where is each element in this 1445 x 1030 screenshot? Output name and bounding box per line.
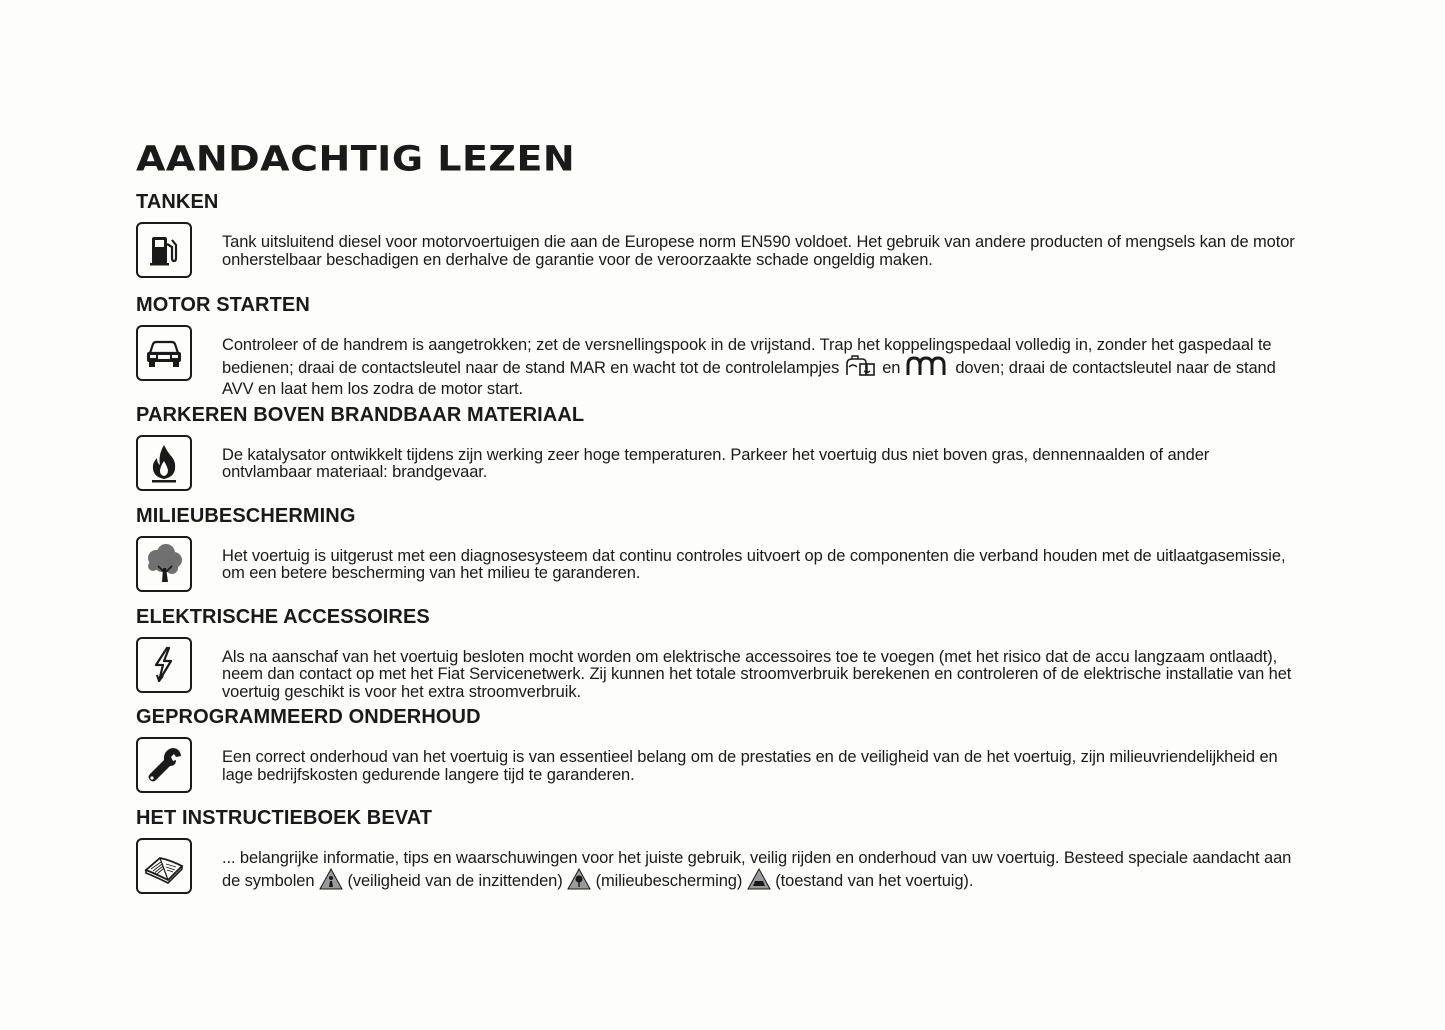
section-geprogrammeerd-onderhoud <box>136 705 1296 793</box>
vehicle-condition-warning-icon <box>747 868 771 895</box>
section-elektrische-accessoires <box>136 605 1296 702</box>
environment-warning-icon <box>567 868 591 895</box>
text-part: Controleer of de handrem is aangetrokken; zet de versnellingspook in de vrijstand. Trap het koppelingspedaal volledig in, zonder het gaspedaal te bedienen; draai de contactsleutel naar de stand MAR en wacht tot de controlelampjes <box>222 336 1272 377</box>
wrench-icon <box>136 737 192 793</box>
fuel-pump-icon <box>136 222 192 278</box>
text-part: (toestand van het voertuig). <box>775 871 974 890</box>
section-motor-starten <box>136 293 1296 399</box>
text-part: ... belangrijke informatie, tips en waarschuwingen voor het juiste gebruik, veilig rijden en onderhoud van uw voertuig. Besteed speciale aandacht aan de symbolen <box>222 849 1292 890</box>
car-front-icon <box>136 325 192 381</box>
section-text <box>222 337 1296 399</box>
section-heading: MILIEUBESCHERMING <box>136 504 356 527</box>
section-heading: TANKEN <box>136 191 219 213</box>
page-title: AANDACHTIG LEZEN <box>136 138 576 179</box>
page <box>136 140 1296 894</box>
open-book-icon <box>136 838 192 894</box>
tree-icon <box>136 536 192 592</box>
section-instructieboek <box>136 806 1296 894</box>
text-part: (veiligheid van de inzittenden) <box>347 871 563 890</box>
section-heading: MOTOR STARTEN <box>136 294 310 316</box>
glow-plug-coil-icon <box>905 355 951 382</box>
lightning-icon <box>136 637 192 693</box>
text-part: (milieubescherming) <box>595 871 743 890</box>
section-heading: HET INSTRUCTIEBOEK BEVAT <box>136 807 433 829</box>
flame-icon <box>136 435 192 491</box>
section-parkeren <box>136 403 1296 491</box>
occupant-safety-warning-icon <box>319 868 343 895</box>
glow-plug-warning-icon <box>844 355 878 382</box>
section-heading: PARKEREN BOVEN BRANDBAAR MATERIAAL <box>136 403 585 426</box>
section-text: Tank uitsluitend diesel voor motorvoertuigen die aan de Europese norm EN590 voldoet. Het gebruik van andere producten of mengsels kan de motor onherstelbaar beschadigen en derhalve de garantie voor de veroorzaakte schade ongeldig maken. <box>222 233 1295 269</box>
section-text <box>222 850 1296 894</box>
section-text: Een correct onderhoud van het voertuig is van essentieel belang om de prestaties en de veiligheid van de het voertuig, zijn milieuvriendelijkheid en lage bedrijfskosten gedurende langere tijd te garanderen. <box>222 748 1278 784</box>
section-text: De katalysator ontwikkelt tijdens zijn werking zeer hoge temperaturen. Parkeer het voertuig dus niet boven gras, dennennaalden of ander ontvlambaar materiaal: brandgevaar. <box>222 445 1210 481</box>
section-tanken <box>136 190 1296 278</box>
section-heading: GEPROGRAMMEERD ONDERHOUD <box>136 706 481 728</box>
text-part: doven; draai de contactsleutel naar de stand AVV en laat hem los zodra de motor start. <box>222 358 1276 398</box>
section-text: Het voertuig is uitgerust met een diagnosesysteem dat continu controles uitvoert op de componenten die verband houden met de uitlaatgasemissie, om een betere bescherming van het milieu te garanderen. <box>222 546 1286 582</box>
text-part: en <box>882 358 901 377</box>
section-text: Als na aanschaf van het voertuig besloten mocht worden om elektrische accessoires toe te voegen (met het risico dat de accu langzaam ontlaadt), neem dan contact op met het Fiat Servicenetwerk. Zij kunnen het totale stroomverbruik berekenen en controleren of de elektrische installatie van het voertuig geschikt is voor het extra stroomverbruik. <box>222 647 1292 701</box>
section-heading: ELEKTRISCHE ACCESSOIRES <box>136 605 430 628</box>
section-milieubescherming <box>136 504 1296 592</box>
